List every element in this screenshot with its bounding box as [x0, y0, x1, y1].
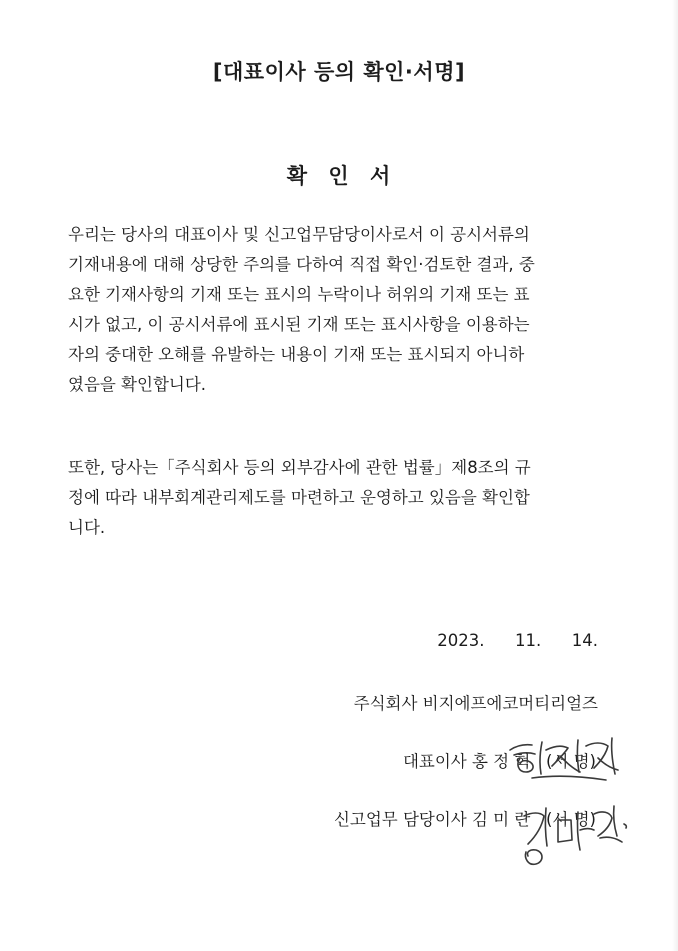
- confirmation-paragraph: 우리는 당사의 대표이사 및 신고업무담당이사로서 이 공시서류의 기재내용에 대해 상당한 주의를 다하여 직접 확인·검토한 결과, 중 요한 기재사항의 기재 또는 표시의 누락이나 허위의 기재 또는 표 시가 없고, 이 공시서류에 표시된 기재 또는 표시사항을 이용하는 자의 중대한 오해를 유발하는 내용이 기재 또는 표시되지 아니하 였음을 확인합니다.: [68, 225, 535, 394]
- page-edge-shadow: [672, 0, 678, 951]
- cfo-signature-line: 신고업무 담당이사 김 미 란 (서 명): [333, 810, 596, 829]
- company-name: 주식회사 비지에프에코머티리얼즈: [353, 694, 598, 713]
- document-title: 확 인 서: [286, 164, 392, 188]
- cfo-handwritten-signature: [510, 790, 640, 870]
- ceo-signature-line: 대표이사 홍 정 혁 (서 명): [402, 752, 596, 771]
- internal-control-paragraph: 또한, 당사는「주식회사 등의 외부감사에 관한 법률」제8조의 규 정에 따라 내부회계관리제도를 마련하고 운영하고 있음을 확인합 니다.: [68, 458, 531, 537]
- section-header: [대표이사 등의 확인·서명]: [212, 60, 466, 84]
- ceo-handwritten-signature: [502, 728, 632, 786]
- confirmation-date: 2023. 11. 14.: [437, 631, 598, 650]
